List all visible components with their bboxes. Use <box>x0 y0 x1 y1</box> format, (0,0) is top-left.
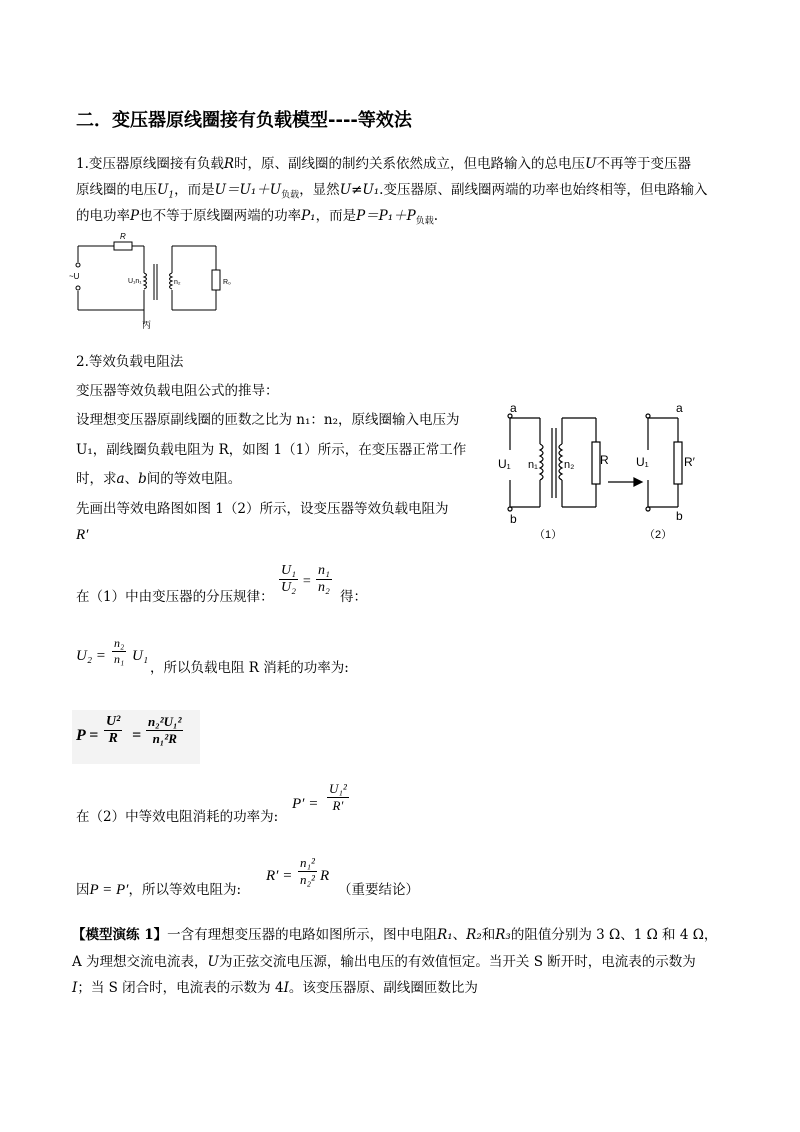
label-u1-2: U₁ <box>636 455 649 469</box>
r-symbol: R <box>320 868 330 884</box>
exercise-line-2: A 为理想交流电流表，U为正弦交流电压源，输出电压的有效值恒定。当开关 S 断开时，电流表的示数为 <box>72 954 696 970</box>
derivation-line-2-text: ，所以负载电阻 R 消耗的功率为: <box>150 660 349 676</box>
section2-title: 2.等效负载电阻法 <box>76 354 184 370</box>
p-lhs: P = <box>76 727 99 744</box>
label-r: R <box>120 232 126 241</box>
section2-para-2: U₁，副线圈负载电阻为 R，如图 1（1）所示，在变压器正常工作 <box>76 442 467 458</box>
exercise-line-3: I；当 S 闭合时，电流表的示数为 4I。该变压器原、副线圈匝数比为 <box>72 980 478 996</box>
label-u1n1: U₁n₁ <box>128 278 142 285</box>
label-b-1: b <box>510 512 517 526</box>
derivation-line-1: 在（1）中由变压器的分压规律： <box>76 589 274 605</box>
section2-para-1: 设理想变压器原副线圈的匝数之比为 n₁：n₂，原线圈输入电压为 <box>76 412 460 428</box>
p-prime-lhs: P′ = <box>292 796 319 812</box>
fraction-u2-r: U² R <box>106 714 121 746</box>
primary-coil <box>540 444 543 480</box>
secondary-coil <box>170 273 173 289</box>
label-b-2: b <box>676 509 683 523</box>
paragraph-line-2: 原线圈的电压$U_1$，而是$U=U_1+U_{负载}$，显然U≠U₁.变压器原、副线圈两端的功率也始终相等，但电路输入 <box>76 182 708 201</box>
section2-subtitle: 变压器等效负载电阻公式的推导： <box>76 383 279 399</box>
label-n2: n₂ <box>564 459 575 471</box>
ratio-n1-n2: n₁ n₂ <box>318 563 330 595</box>
section2-para-4: 先画出等效电路图如图 1（2）所示，设变压器等效负载电阻为 <box>76 501 449 517</box>
arrow-head <box>634 478 642 486</box>
circuit-diagram-1 <box>66 228 246 330</box>
paragraph-line-1: 1.变压器原线圈接有负载R时，原、副线圈的制约关系依然成立，但电路输入的总电压U不再等于变压器 <box>76 156 691 172</box>
r-prime-symbol: R′ <box>76 527 89 543</box>
label-a-1: a <box>510 402 517 415</box>
u2-lhs: U₂ = <box>76 648 106 664</box>
exercise-label: 【模型演练 1】 <box>72 927 168 943</box>
section2-para-3: 时，求a、b间的等效电阻。 <box>76 471 242 487</box>
important-conclusion: （重要结论） <box>338 882 419 898</box>
r-prime-lhs: R′ = <box>266 868 293 884</box>
figure-1 <box>496 402 706 544</box>
load-resistor <box>212 270 220 290</box>
derivation-line-4: 在（2）中等效电阻消耗的功率为: <box>76 809 279 825</box>
label-r-prime: R′ <box>684 455 695 469</box>
section-heading: 二．变压器原线圈接有负载模型----等效法 <box>76 110 412 131</box>
secondary-coil <box>559 444 562 480</box>
label-a-2: a <box>676 402 683 415</box>
power-formula-box <box>72 710 200 764</box>
derivation-line-1-end: 得： <box>340 589 367 605</box>
caption-1: （1） <box>534 529 563 541</box>
label-r: R <box>600 453 609 467</box>
resistor-r-prime <box>674 442 682 484</box>
primary-coil <box>144 273 147 289</box>
caption-2: （2） <box>644 529 673 541</box>
fraction-n2u1-n1r: n₂²U₁² n₁²R <box>148 714 182 746</box>
equals-sign: = <box>302 574 312 589</box>
u1-rhs: U₁ <box>132 648 149 664</box>
resistor-r <box>114 242 132 250</box>
fraction-n1-n2-sq: n₁² n₂² <box>300 855 315 887</box>
label-r0: R₀ <box>223 279 231 286</box>
derivation-line-5: 因P = P′，所以等效电阻为: <box>76 882 242 898</box>
ratio-n2-n1: n₂ n₁ <box>114 636 125 666</box>
label-bing: 丙 <box>142 320 152 330</box>
fraction-u1-rprime: U₁² R′ <box>329 781 347 813</box>
paragraph-line-3: 的电功率P也不等于原线圈两端的功率P₁，而是$P=P_1+P_{负载}$. <box>76 208 439 227</box>
label-n2: n₂ <box>174 279 181 286</box>
equals-sign: = <box>132 727 142 744</box>
label-n1: n₁ <box>528 459 538 471</box>
ratio-u1-u2: U₁ U₂ <box>281 563 296 595</box>
exercise-line-1: 【模型演练 1】一含有理想变压器的电路如图所示，图中电阻R₁、R₂和R₃的阻值分别为 3 Ω、1 Ω 和 4 Ω， <box>72 927 718 943</box>
resistor-r <box>592 442 600 484</box>
label-u1-1: U₁ <box>498 457 511 471</box>
label-u: ~U <box>69 272 80 281</box>
